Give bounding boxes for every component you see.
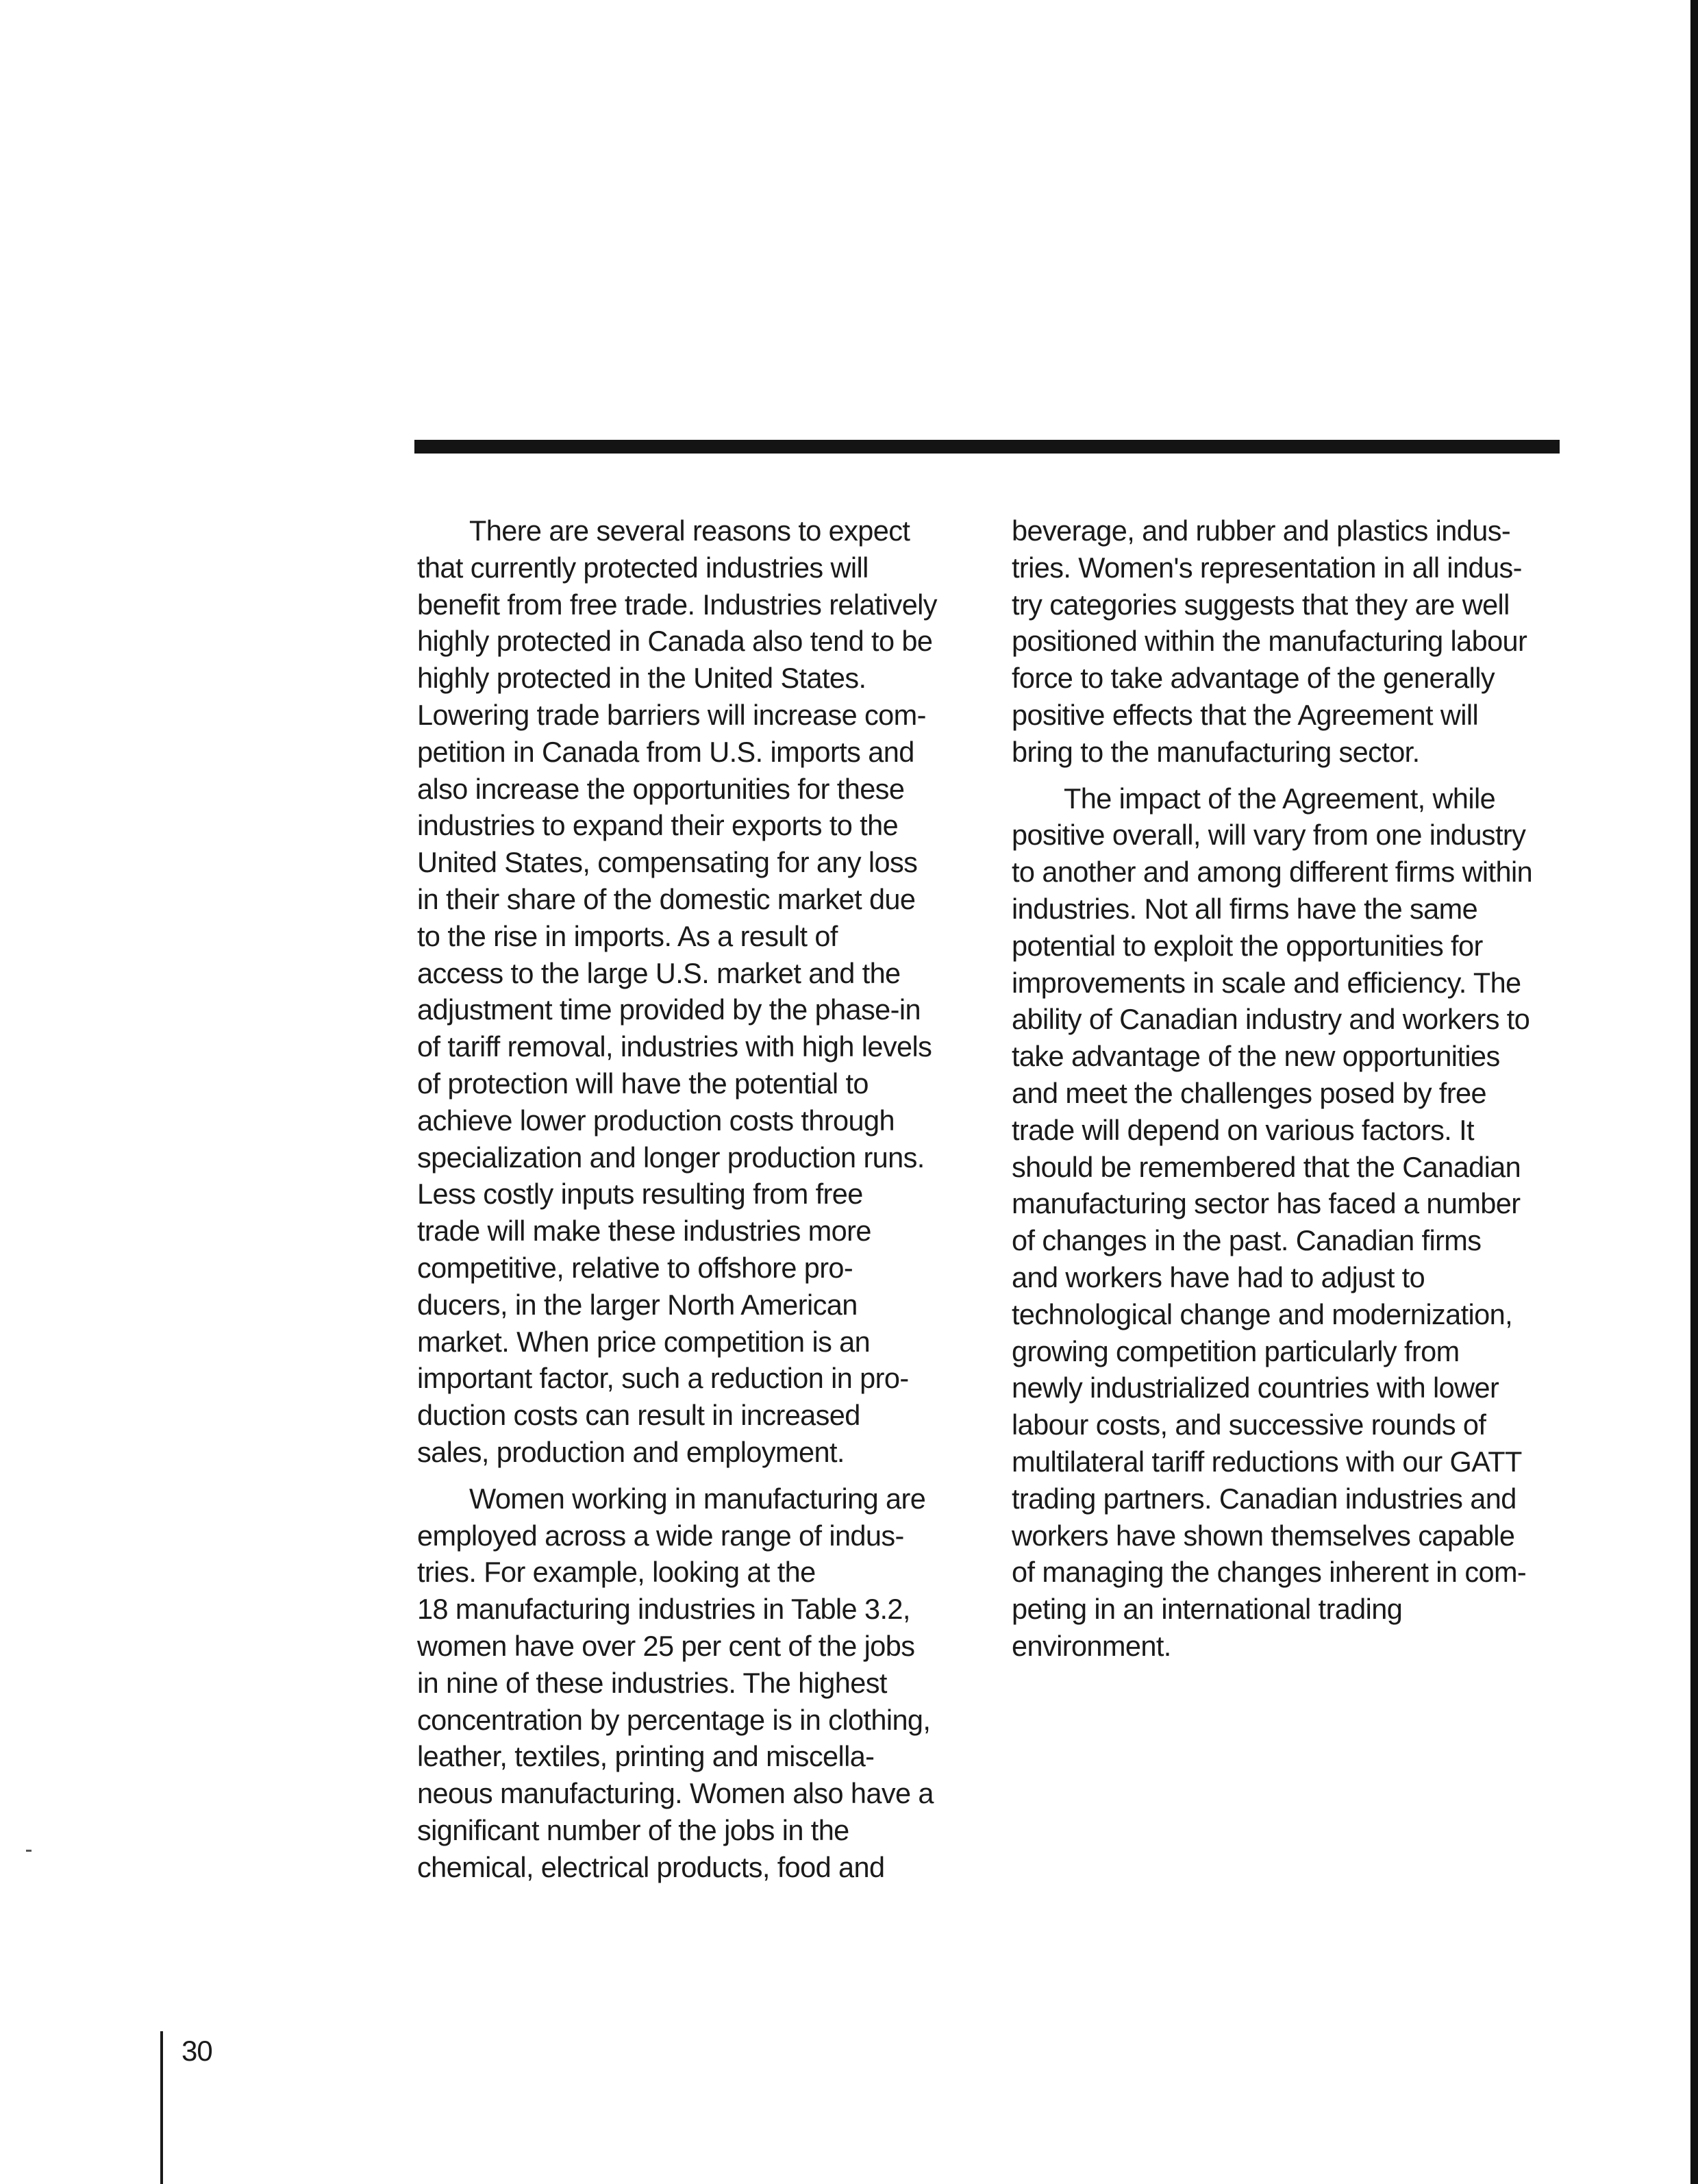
top-rule — [414, 440, 1560, 454]
page-number: 30 — [182, 2035, 212, 2067]
paragraph-2 — [417, 1480, 979, 1886]
text-line: chemical, electrical products, food and — [417, 1850, 885, 1883]
text-line: benefit from free trade. Industries relatively — [417, 588, 937, 621]
text-line: neous manufacturing. Women also have a — [417, 1777, 934, 1810]
text-line: competitive, relative to offshore pro- — [417, 1251, 853, 1284]
text-line: ducers, in the larger North American — [417, 1288, 858, 1321]
paragraph-1 — [417, 512, 979, 1471]
text-line: There are several reasons to expect — [469, 514, 910, 547]
text-line: highly protected in Canada also tend to be — [417, 625, 933, 658]
text-line: specialization and longer production runs. — [417, 1141, 925, 1174]
text-line: Lowering trade barriers will increase com- — [417, 698, 926, 731]
text-line: newly industrialized countries with lower — [1012, 1372, 1499, 1404]
text-line: leather, textiles, printing and miscella- — [417, 1740, 875, 1773]
text-line: manufacturing sector has faced a number — [1012, 1187, 1521, 1220]
text-line: force to take advantage of the generally — [1012, 662, 1495, 695]
text-line: positive overall, will vary from one industry — [1012, 819, 1526, 852]
text-line: improvements in scale and efficiency. The — [1012, 966, 1521, 999]
text-line: trade will make these industries more — [417, 1215, 871, 1248]
text-line: achieve lower production costs through — [417, 1104, 895, 1137]
text-line: positioned within the manufacturing labour — [1012, 625, 1527, 658]
page-edge — [1690, 0, 1698, 2184]
text-line: duction costs can result in increased — [417, 1399, 860, 1432]
text-line: United States, compensating for any loss — [417, 846, 918, 879]
text-line: 18 manufacturing industries in Table 3.2, — [417, 1593, 910, 1626]
text-line: and meet the challenges posed by free — [1012, 1076, 1487, 1109]
text-line: ability of Canadian industry and workers to — [1012, 1003, 1530, 1036]
text-line: adjustment time provided by the phase-in — [417, 993, 921, 1026]
right-column — [1012, 512, 1560, 1665]
text-line: employed across a wide range of indus- — [417, 1519, 904, 1552]
text-line: positive effects that the Agreement will — [1012, 698, 1479, 731]
paragraph-4 — [1012, 780, 1560, 1665]
text-line: trade will depend on various factors. It — [1012, 1113, 1474, 1146]
text-line: highly protected in the United States. — [417, 662, 866, 695]
text-line: industries. Not all firms have the same — [1012, 892, 1478, 925]
text-line: Less costly inputs resulting from free — [417, 1178, 863, 1211]
text-line: tries. Women's representation in all indus- — [1012, 551, 1522, 584]
text-line: beverage, and rubber and plastics indus- — [1012, 514, 1511, 547]
text-line: growing competition particularly from — [1012, 1335, 1460, 1367]
text-line: also increase the opportunities for these — [417, 772, 905, 805]
text-line: Women working in manufacturing are — [469, 1482, 926, 1515]
text-line: multilateral tariff reductions with our GATT — [1012, 1445, 1522, 1478]
scan-speck — [26, 1850, 32, 1852]
text-line: to the rise in imports. As a result of — [417, 919, 838, 952]
text-line: bring to the manufacturing sector. — [1012, 735, 1420, 768]
left-column — [417, 512, 979, 1885]
text-line: women have over 25 per cent of the jobs — [417, 1629, 915, 1662]
text-line: take advantage of the new opportunities — [1012, 1040, 1500, 1073]
text-line: concentration by percentage is in clothing, — [417, 1703, 931, 1736]
text-line: significant number of the jobs in the — [417, 1813, 849, 1846]
paragraph-3 — [1012, 512, 1560, 771]
text-line: important factor, such a reduction in pro- — [417, 1362, 909, 1395]
text-line: try categories suggests that they are well — [1012, 588, 1510, 621]
text-line: in nine of these industries. The highest — [417, 1666, 887, 1699]
text-line: trading partners. Canadian industries and — [1012, 1482, 1516, 1515]
margin-rule — [160, 2031, 163, 2184]
text-line: of protection will have the potential to — [417, 1067, 869, 1100]
text-line: The impact of the Agreement, while — [1064, 782, 1496, 815]
text-line: of tariff removal, industries with high levels — [417, 1030, 932, 1063]
text-line: of changes in the past. Canadian firms — [1012, 1224, 1482, 1257]
text-line: access to the large U.S. market and the — [417, 956, 901, 989]
text-line: market. When price competition is an — [417, 1325, 871, 1358]
text-line: industries to expand their exports to the — [417, 809, 899, 842]
text-line: should be remembered that the Canadian — [1012, 1150, 1521, 1183]
text-line: technological change and modernization, — [1012, 1298, 1513, 1330]
text-line: petition in Canada from U.S. imports and — [417, 735, 914, 768]
text-line: peting in an international trading — [1012, 1593, 1403, 1626]
text-line: environment. — [1012, 1629, 1171, 1662]
text-line: tries. For example, looking at the — [417, 1556, 816, 1589]
text-line: that currently protected industries will — [417, 551, 869, 584]
text-line: to another and among different firms within — [1012, 856, 1533, 889]
text-line: labour costs, and successive rounds of — [1012, 1409, 1486, 1441]
text-line: potential to exploit the opportunities for — [1012, 929, 1483, 962]
text-line: and workers have had to adjust to — [1012, 1261, 1425, 1293]
text-line: workers have shown themselves capable — [1012, 1519, 1515, 1552]
text-line: of managing the changes inherent in com- — [1012, 1556, 1527, 1589]
text-line: in their share of the domestic market due — [417, 882, 916, 915]
text-line: sales, production and employment. — [417, 1435, 845, 1468]
